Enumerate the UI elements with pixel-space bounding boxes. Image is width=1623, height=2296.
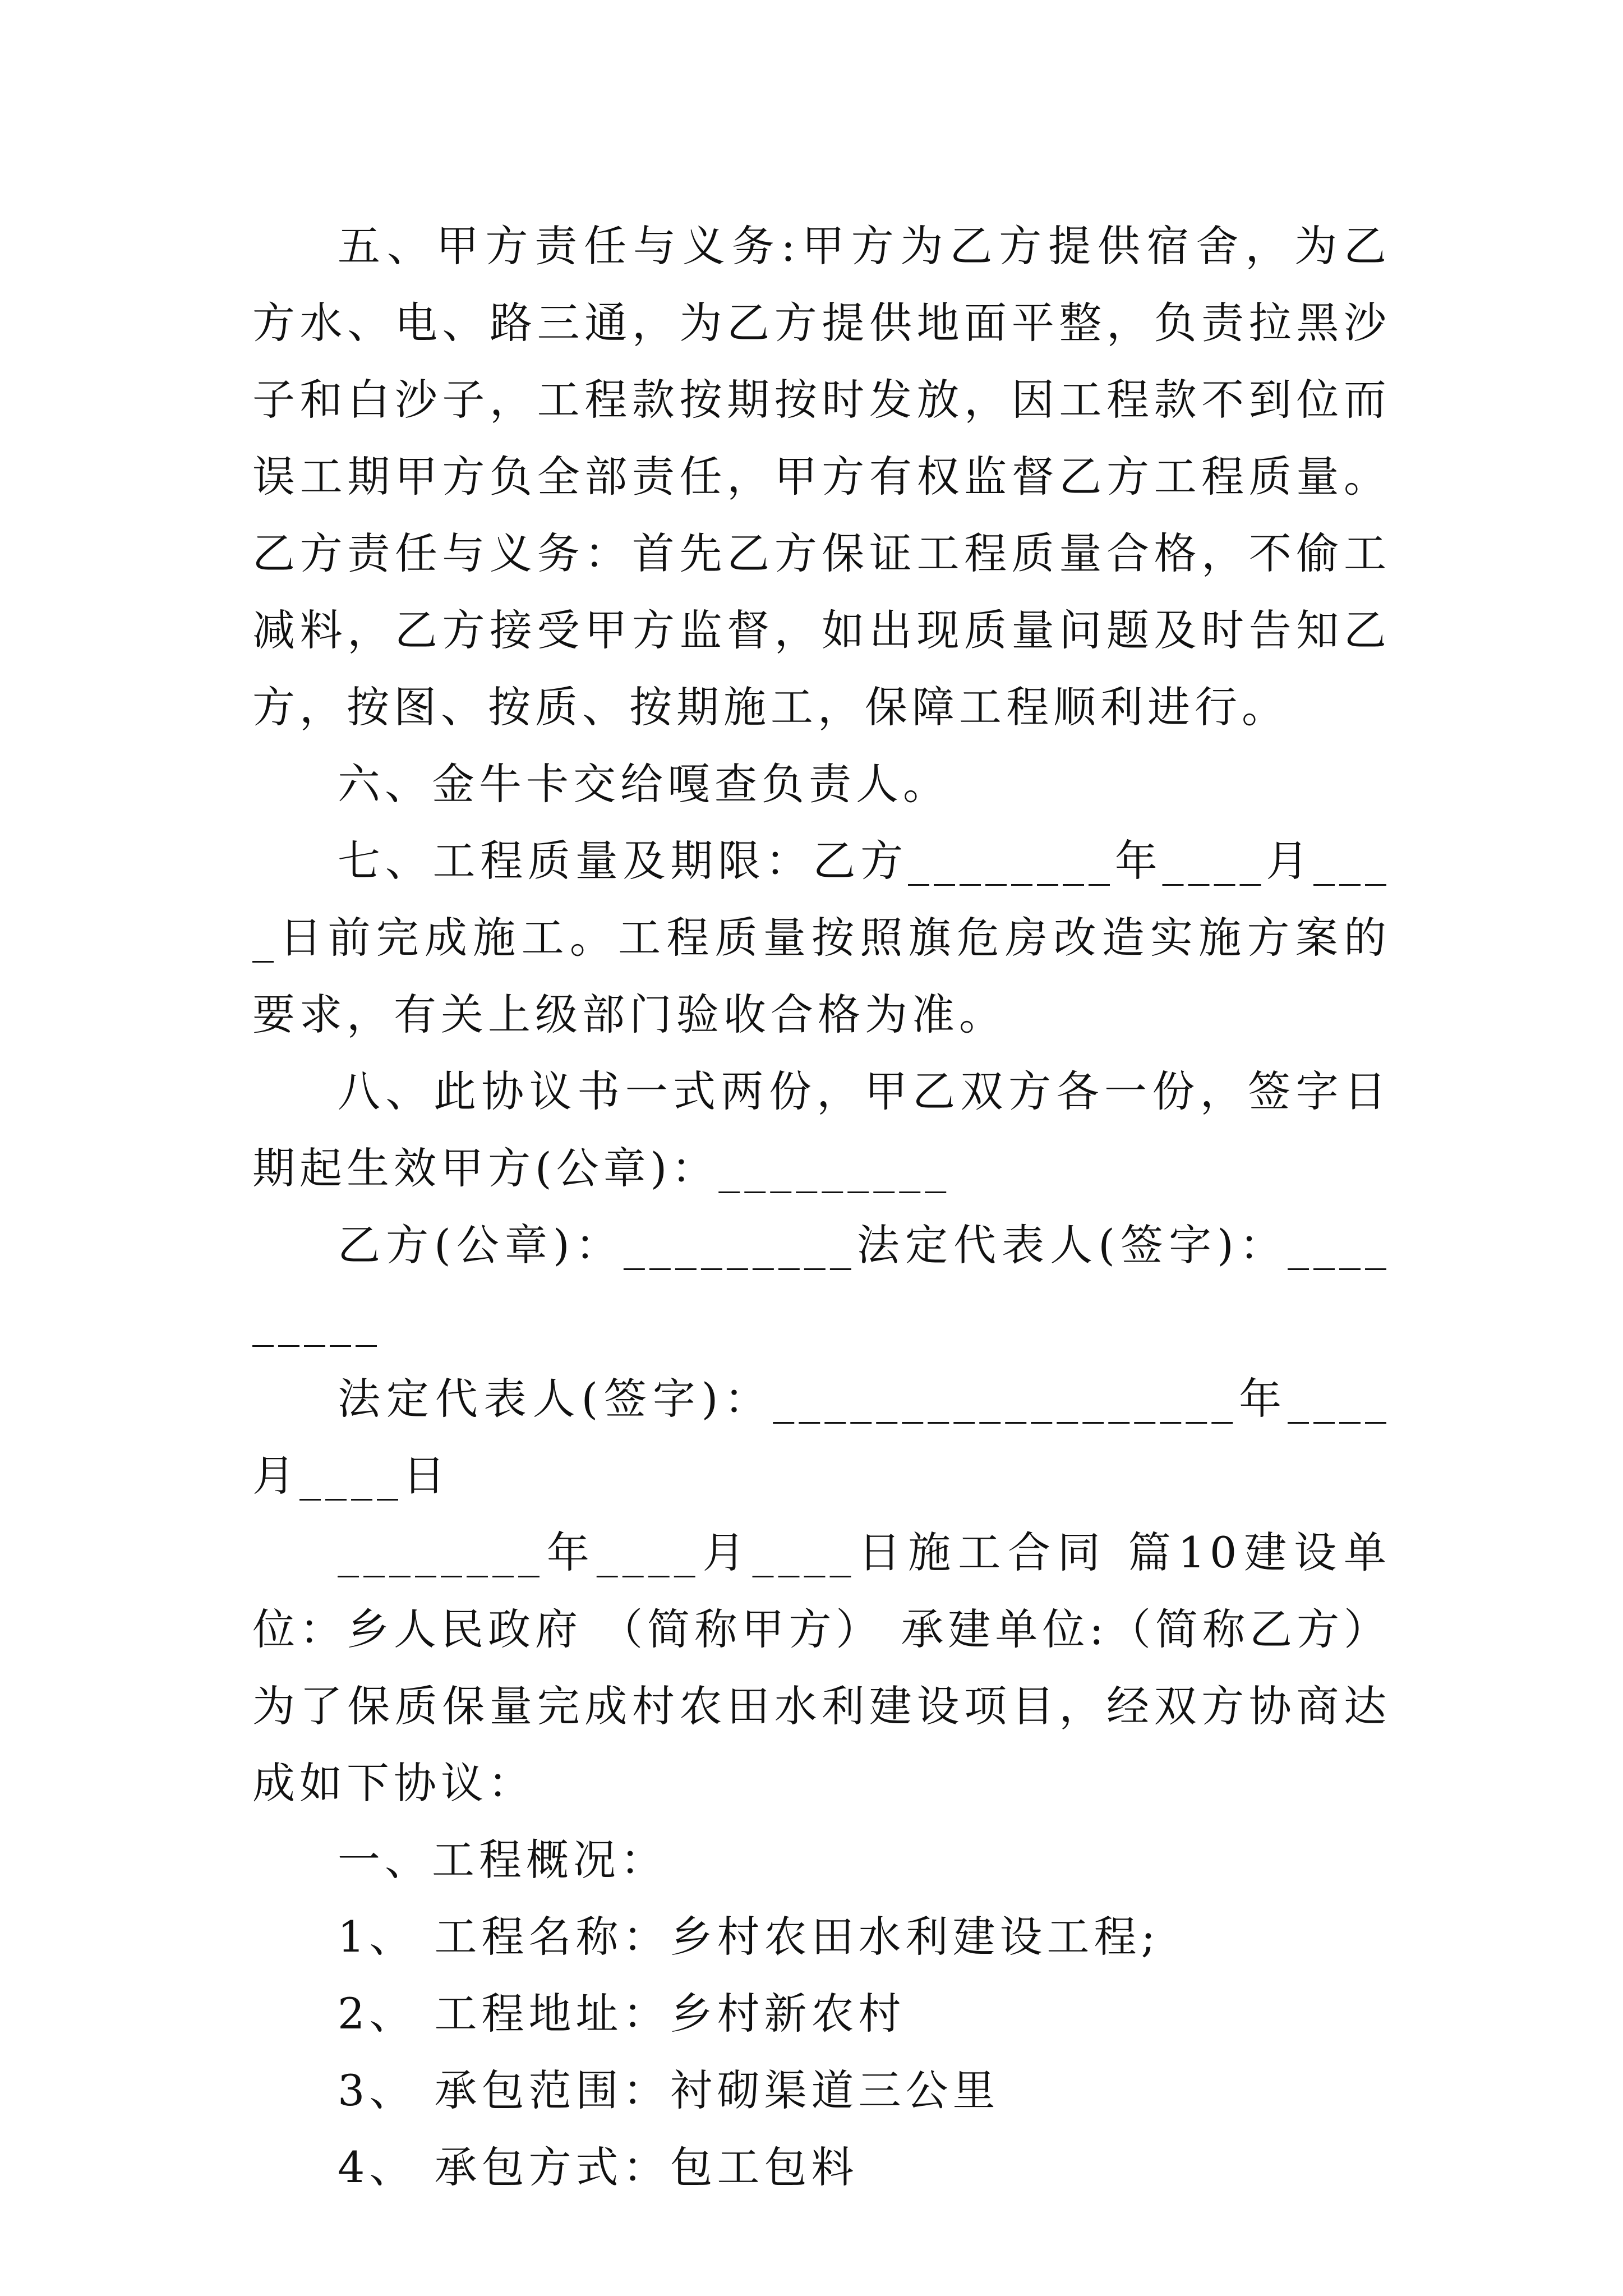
paragraph-project-overview-heading: 一、工程概况： xyxy=(338,1835,667,1885)
list-item-contract-scope: 3、 承包范围：衬砌渠道三公里 xyxy=(338,2065,1000,2115)
list-item-contract-method: 4、 承包方式：包工包料 xyxy=(338,2142,859,2192)
document-body xyxy=(252,208,1409,2206)
paragraph-quality-and-deadline: 七、工程质量及期限：乙方________年____月____日前完成施工。工程质量按照旗危房改造实施方案的要求，有关上级部门验收合格为准。 xyxy=(252,836,1391,1039)
list-item-project-name: 1、 工程名称：乡村农田水利建设工程; xyxy=(338,1912,1160,1962)
paragraph-party-responsibilities: 五、甲方责任与义务:甲方为乙方提供宿舍，为乙方水、电、路三通，为乙方提供地面平整，负责拉黑沙子和白沙子，工程款按期按时发放，因工程款不到位而误工期甲方负全部责任，甲方有权监督乙方工程质量。乙方责任与义务：首先乙方保证工程质量合格，不偷工减料，乙方接受甲方监督，如出现质量问题及时告知乙方，按图、按质、按期施工，保障工程顺利进行。 xyxy=(252,221,1391,732)
paragraph-card-handover: 六、金牛卡交给嘎查负责人。 xyxy=(338,759,950,809)
paragraph-agreement-copies: 八、此协议书一式两份，甲乙双方各一份，签字日期起生效甲方(公章)：_________ xyxy=(252,1066,1391,1193)
list-item-project-address: 2、 工程地址：乡村新农村 xyxy=(338,1989,906,2039)
paragraph-party-b-seal: 乙方(公章)：_________法定代表人(签字)：_________ xyxy=(252,1220,1391,1347)
paragraph-legal-rep-signature: 法定代表人(签字)：__________________年____月____日 xyxy=(252,1374,1391,1501)
paragraph-contract-10-intro: ________年____月____日施工合同 篇10建设单位：乡人民政府 （简称甲方） 承建单位:（简称乙方） 为了保质保量完成村农田水利建设项目，经双方协商达成如下协议： xyxy=(252,1527,1409,1808)
